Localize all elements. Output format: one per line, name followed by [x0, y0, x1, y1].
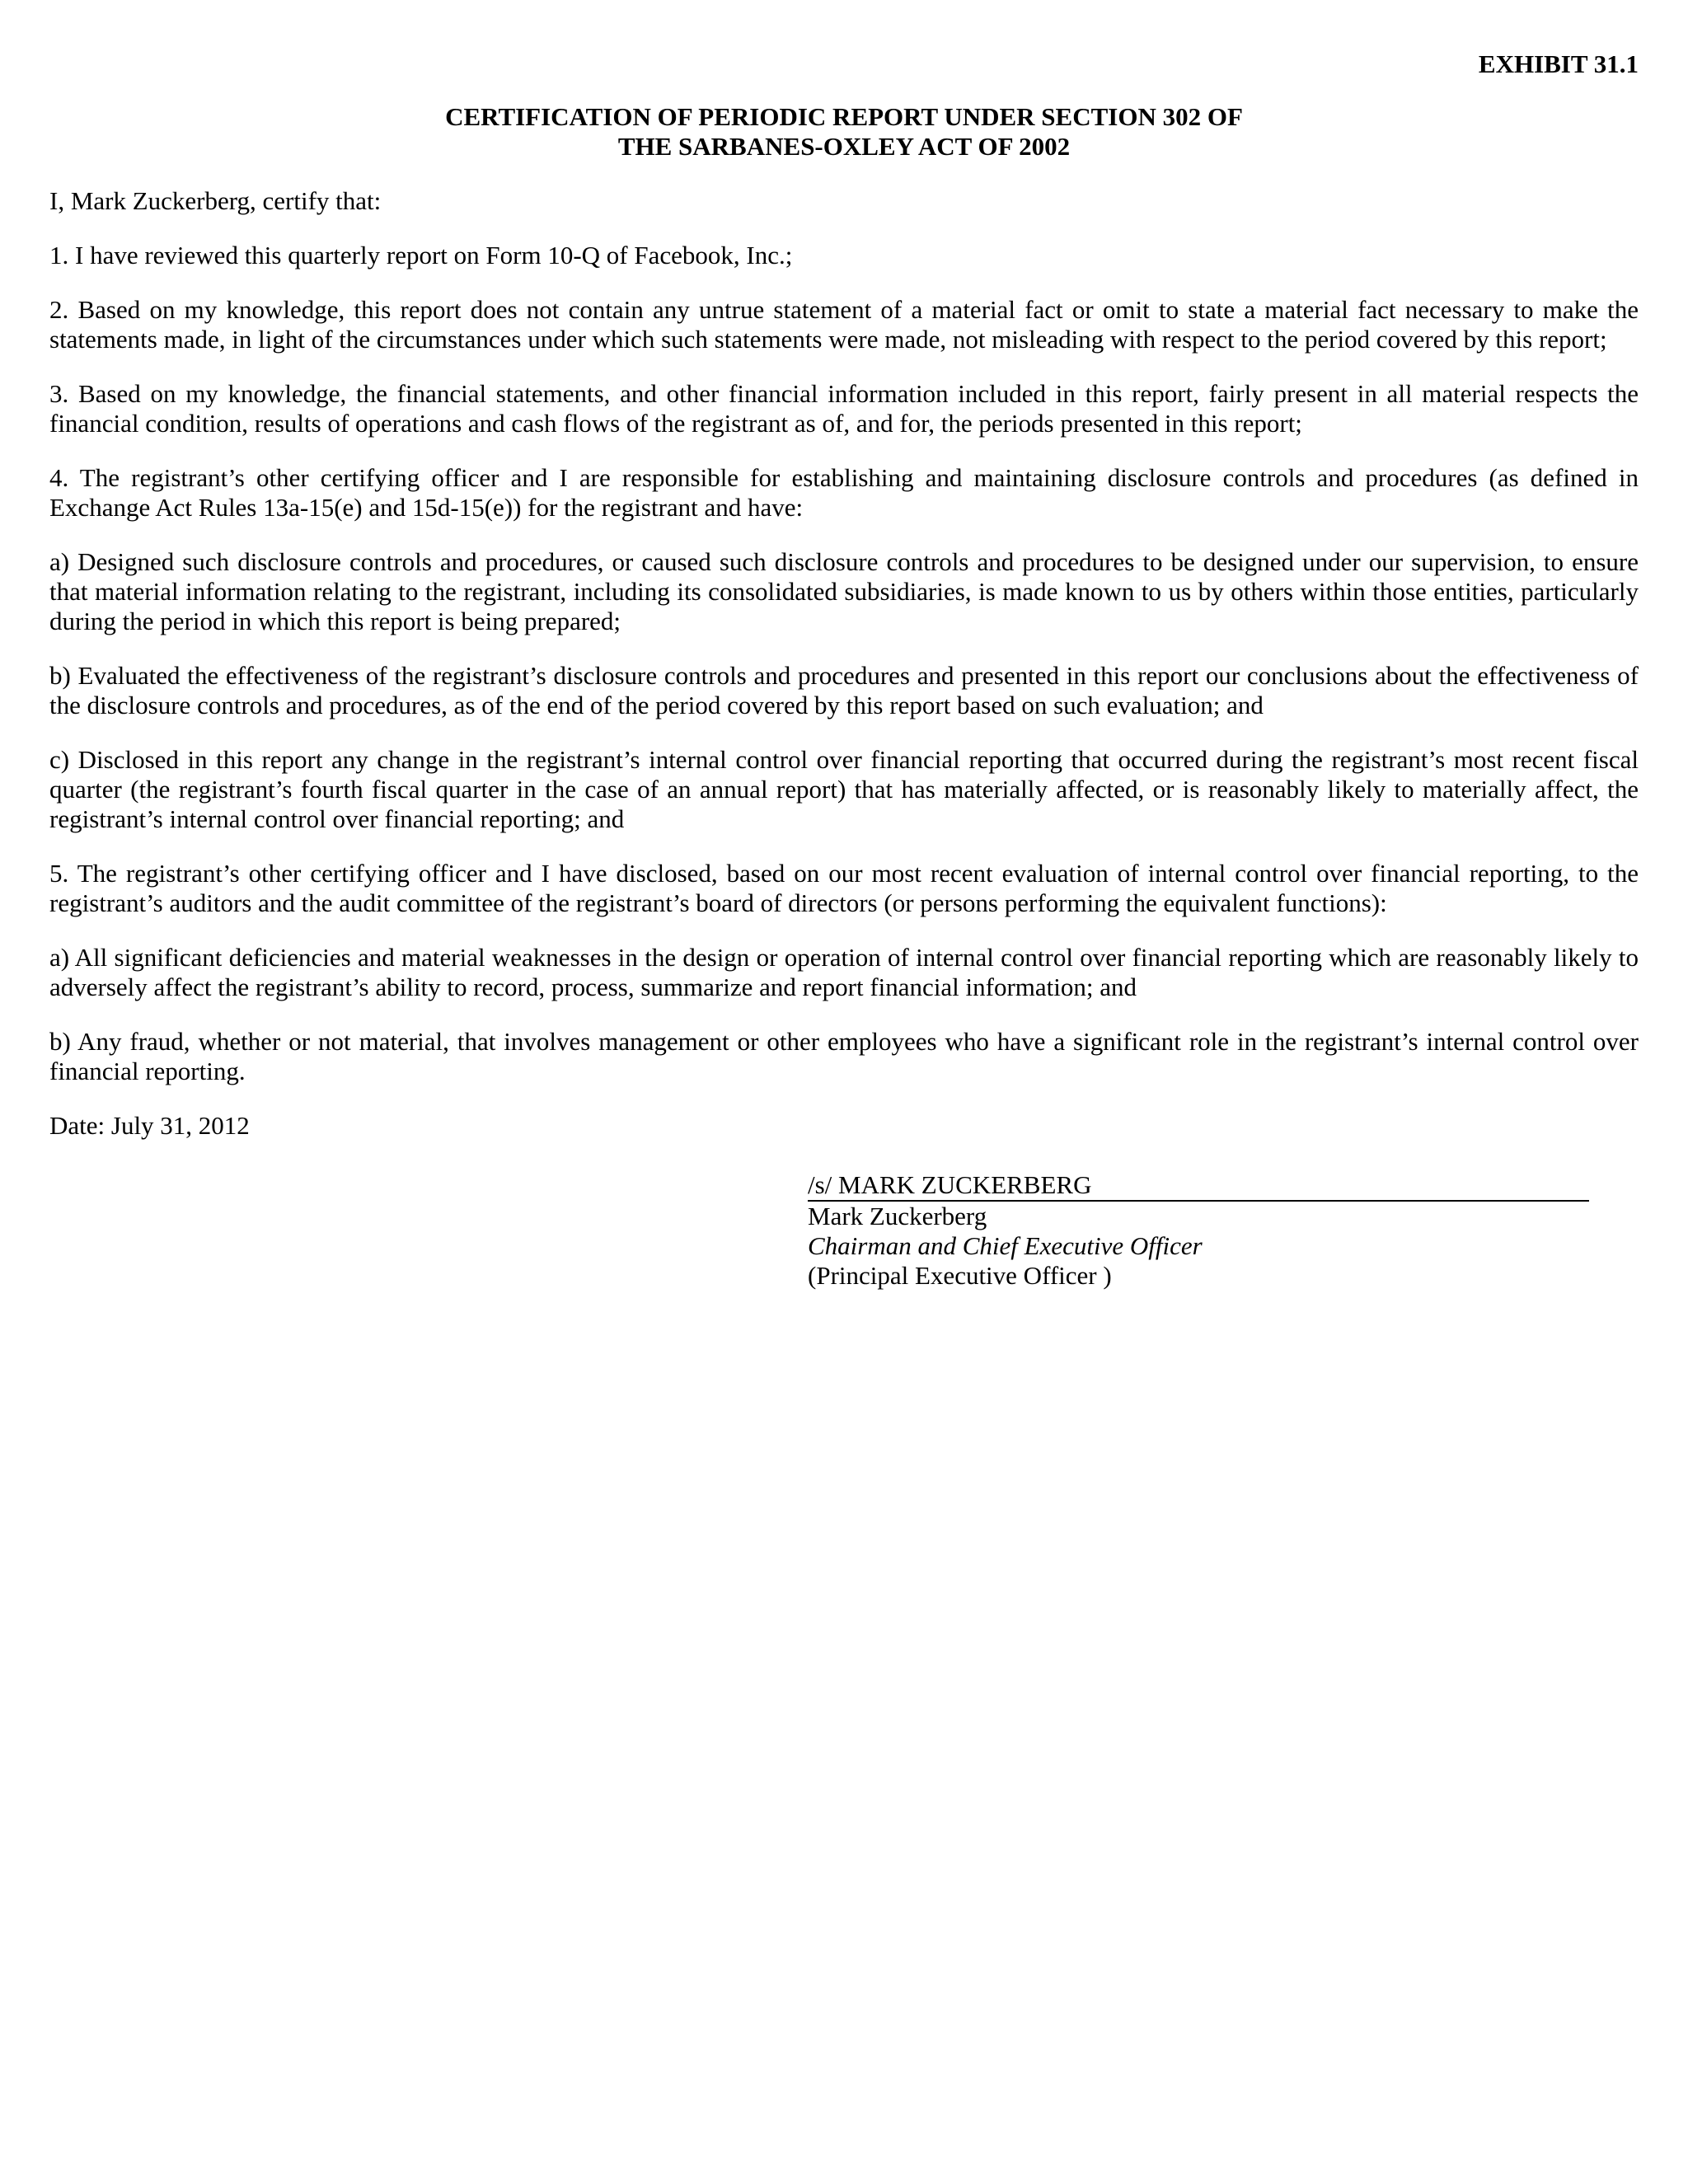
signer-name: Mark Zuckerberg	[808, 1202, 987, 1230]
paragraph-4: 4. The registrant’s other certifying officer and I are responsible for establishing and maintaining disclosure controls and procedures (as defined in Exchange Act Rules 13a-15(e) and 15d-15(e)) for the registrant and have:	[49, 463, 1639, 522]
paragraph-3: 3. Based on my knowledge, the financial statements, and other financial information included in this report, fairly present in all material respects the financial condition, results of operations and cash flows of the registrant as of, and for, the periods presented in this report;	[49, 379, 1639, 438]
signer-title: Chairman and Chief Executive Officer	[808, 1231, 1203, 1260]
title-line-1: CERTIFICATION OF PERIODIC REPORT UNDER SECTION 302 OF	[445, 102, 1243, 131]
document-title	[49, 102, 1639, 162]
document-page	[49, 49, 1639, 1165]
signer-role: (Principal Executive Officer )	[808, 1261, 1112, 1290]
exhibit-label: EXHIBIT 31.1	[1478, 49, 1639, 78]
signature-line: /s/ MARK ZUCKERBERG	[808, 1170, 1589, 1202]
paragraph-1: 1. I have reviewed this quarterly report on Form 10-Q of Facebook, Inc.;	[49, 241, 793, 269]
paragraph-4b: b) Evaluated the effectiveness of the registrant’s disclosure controls and procedures and presented in this report our conclusions about the effectiveness of the disclosure controls and procedures, as of the end of the period covered by this report based on such evaluation; and	[49, 661, 1639, 719]
intro-paragraph: I, Mark Zuckerberg, certify that:	[49, 186, 382, 215]
paragraph-5b: b) Any fraud, whether or not material, that involves management or other employees who have a significant role in the registrant’s internal control over financial reporting.	[49, 1027, 1639, 1085]
paragraph-4c: c) Disclosed in this report any change in the registrant’s internal control over financial reporting that occurred during the registrant’s most recent fiscal quarter (the registrant’s fourth fiscal quarter in the case of an annual report) that has materially affected, or is reasonably likely to materially affect, the registrant’s internal control over financial reporting; and	[49, 745, 1639, 833]
paragraph-4a: a) Designed such disclosure controls and procedures, or caused such disclosure controls and procedures to be designed under our supervision, to ensure that material information relating to the registrant, including its consolidated subsidiaries, is made known to us by others within those entities, particularly during the period in which this report is being prepared;	[49, 547, 1639, 635]
date-line: Date: July 31, 2012	[49, 1111, 250, 1140]
paragraph-5a: a) All significant deficiencies and material weaknesses in the design or operation of internal control over financial reporting which are reasonably likely to adversely affect the registrant’s ability to record, process, summarize and report financial information; and	[49, 943, 1639, 1001]
paragraph-5: 5. The registrant’s other certifying officer and I have disclosed, based on our most recent evaluation of internal control over financial reporting, to the registrant’s auditors and the audit committee of the registrant’s board of directors (or persons performing the equivalent functions):	[49, 859, 1639, 917]
signature-block	[808, 1170, 1589, 1291]
paragraph-2: 2. Based on my knowledge, this report does not contain any untrue statement of a material fact or omit to state a material fact necessary to make the statements made, in light of the circumstances under which such statements were made, not misleading with respect to the period covered by this report;	[49, 295, 1639, 354]
title-line-2: THE SARBANES-OXLEY ACT OF 2002	[617, 132, 1071, 161]
